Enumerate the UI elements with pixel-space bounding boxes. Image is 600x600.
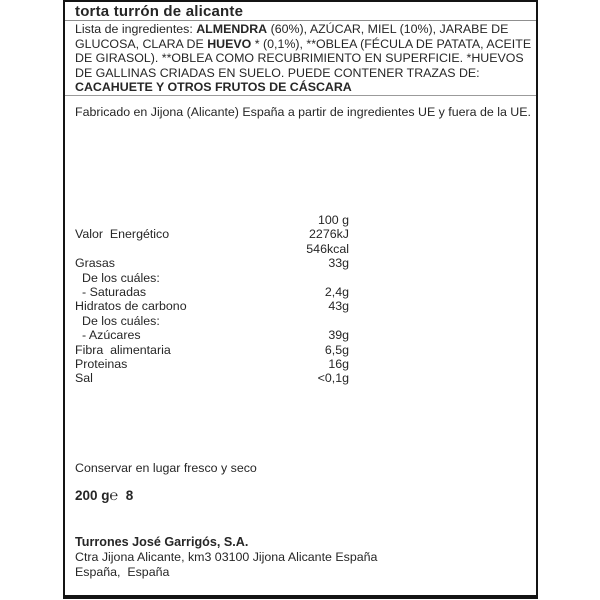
nutrition-row-carbohydrate: [75, 299, 349, 313]
ingredients-intro: Lista de ingredientes:: [75, 22, 197, 36]
nutrition-label: De los cuáles:: [82, 313, 160, 328]
product-title: torta turrón de alicante: [75, 3, 244, 20]
nutrition-row-of-which-1: [75, 271, 349, 285]
ingredients-paragraph: [75, 22, 533, 95]
nutrition-value: 33g: [328, 256, 349, 271]
nutrition-label: - Saturadas: [82, 284, 147, 299]
nutrition-value: 43g: [328, 299, 349, 314]
manufacturer-country: España, España: [75, 564, 170, 579]
nutrition-value: 39g: [328, 328, 349, 343]
manufacturer-name: Turrones José Garrigós, S.A.: [75, 535, 249, 549]
nutrition-value: 546kcal: [306, 241, 349, 256]
nutrition-row-sugars: [75, 328, 349, 342]
net-weight-units: 8: [118, 488, 134, 503]
origin-paragraph: Fabricado en Jijona (Alicante) España a partir de ingredientes UE y fuera de la UE.: [75, 105, 531, 119]
nutrition-label: Proteinas: [75, 356, 128, 371]
label-header: [65, 2, 536, 21]
nutrition-value: 16g: [328, 356, 349, 371]
manufacturer-address: Ctra Jijona Alicante, km3 03100 Jijona Alicante España: [75, 549, 378, 564]
nutrition-row-saturates: [75, 285, 349, 299]
ingredients-middle-2: * (0,1%), **OBLEA (FÉCULA DE PATATA, ACEITE DE GIRASOL). **OBLEA COMO RECUBRIMIENTO EN SUPERFICIE. *HUEVOS DE GALLINAS CRIADAS EN SUELO. PUEDE CONTENER TRAZAS DE:: [75, 36, 532, 80]
nutrition-row-energy: [75, 227, 349, 241]
nutrition-row-protein: [75, 357, 349, 371]
nutrition-label: Valor Energético: [75, 227, 170, 242]
nutrition-value: <0,1g: [317, 371, 349, 386]
nutrition-row-energy-kcal: [75, 242, 349, 256]
net-weight-amount: 200 g: [75, 488, 110, 503]
label-panel: [63, 0, 538, 599]
nutrition-label: Fibra alimentaria: [75, 342, 171, 357]
net-weight-line: [75, 488, 133, 519]
ingredients-middle-1: (60%), AZÚCAR, MIEL (10%), JARABE DE GLUCOSA, CLARA DE: [75, 22, 509, 51]
nutrition-label: De los cuáles:: [82, 270, 160, 285]
nutrition-value: 6,5g: [324, 342, 349, 357]
nutrition-row-of-which-2: [75, 314, 349, 328]
nutrition-row-fat: [75, 256, 349, 270]
nutrition-row-fibre: [75, 343, 349, 357]
nutrition-label: Sal: [75, 371, 93, 386]
nutrition-value: 2276kJ: [309, 227, 349, 242]
nutrition-table: [75, 213, 349, 386]
allergen-traces: CACAHUETE Y OTROS FRUTOS DE CÁSCARA: [75, 80, 352, 95]
estimated-sign-icon: ℮: [109, 488, 119, 504]
storage-instructions: Conservar en lugar fresco y seco: [75, 461, 257, 475]
nutrition-column-header-row: [75, 213, 349, 227]
section-divider: [65, 95, 536, 96]
nutrition-column-header: 100 g: [317, 213, 349, 227]
nutrition-label: Hidratos de carbono: [75, 299, 187, 314]
ingredient-egg: HUEVO: [207, 36, 252, 51]
nutrition-value: 2,4g: [324, 284, 349, 299]
ingredient-almond: ALMENDRA: [196, 22, 268, 36]
manufacturer-block: [75, 535, 533, 580]
nutrition-row-salt: [75, 371, 349, 385]
nutrition-label: Grasas: [75, 256, 115, 271]
nutrition-label: - Azúcares: [82, 328, 141, 343]
